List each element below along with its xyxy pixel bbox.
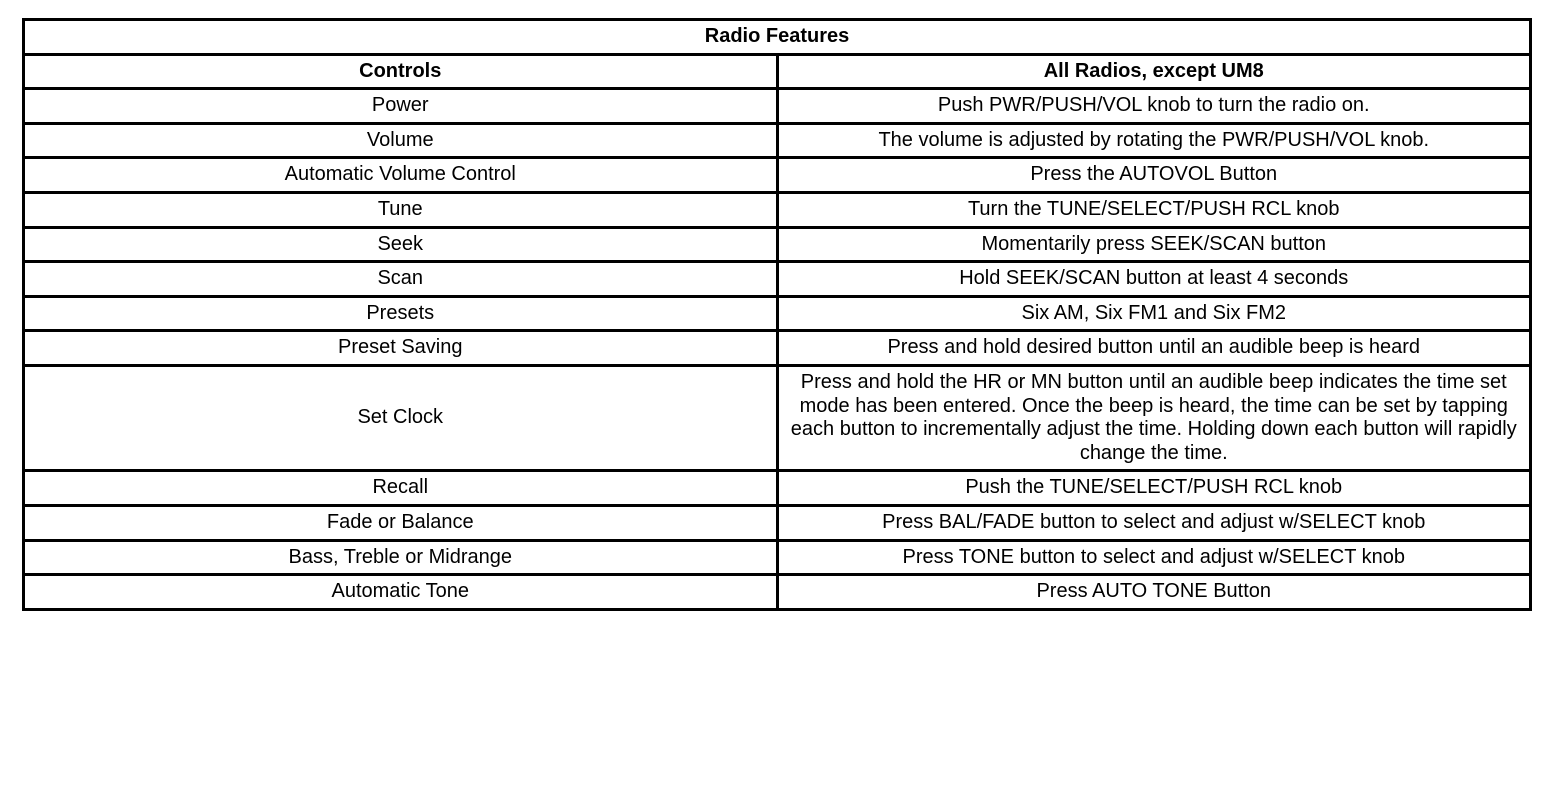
control-label: Tune bbox=[24, 192, 778, 227]
table-title-row bbox=[24, 20, 1531, 55]
control-description: Press the AUTOVOL Button bbox=[777, 158, 1531, 193]
table-row bbox=[24, 296, 1531, 331]
column-header-controls: Controls bbox=[24, 54, 778, 89]
control-label: Presets bbox=[24, 296, 778, 331]
control-description: Push PWR/PUSH/VOL knob to turn the radio on. bbox=[777, 89, 1531, 124]
control-label: Automatic Volume Control bbox=[24, 158, 778, 193]
table-row bbox=[24, 505, 1531, 540]
control-description: Six AM, Six FM1 and Six FM2 bbox=[777, 296, 1531, 331]
table-row bbox=[24, 158, 1531, 193]
control-label: Fade or Balance bbox=[24, 505, 778, 540]
table-row bbox=[24, 331, 1531, 366]
control-description: Press AUTO TONE Button bbox=[777, 575, 1531, 610]
table-row bbox=[24, 89, 1531, 124]
column-header-radios: All Radios, except UM8 bbox=[777, 54, 1531, 89]
table-row bbox=[24, 262, 1531, 297]
table-row bbox=[24, 471, 1531, 506]
control-label: Preset Saving bbox=[24, 331, 778, 366]
table-header-row bbox=[24, 54, 1531, 89]
control-label: Power bbox=[24, 89, 778, 124]
control-description: Push the TUNE/SELECT/PUSH RCL knob bbox=[777, 471, 1531, 506]
table-row bbox=[24, 123, 1531, 158]
table-row bbox=[24, 365, 1531, 470]
table-title: Radio Features bbox=[24, 20, 1531, 55]
control-description: The volume is adjusted by rotating the PWR/PUSH/VOL knob. bbox=[777, 123, 1531, 158]
control-label: Seek bbox=[24, 227, 778, 262]
radio-features-table bbox=[22, 18, 1532, 611]
table-row bbox=[24, 192, 1531, 227]
control-description: Press BAL/FADE button to select and adjust w/SELECT knob bbox=[777, 505, 1531, 540]
table-body bbox=[24, 20, 1531, 610]
control-label: Bass, Treble or Midrange bbox=[24, 540, 778, 575]
table-row bbox=[24, 575, 1531, 610]
control-label: Volume bbox=[24, 123, 778, 158]
control-description: Press TONE button to select and adjust w/SELECT knob bbox=[777, 540, 1531, 575]
control-description: Hold SEEK/SCAN button at least 4 seconds bbox=[777, 262, 1531, 297]
control-description: Momentarily press SEEK/SCAN button bbox=[777, 227, 1531, 262]
control-label: Scan bbox=[24, 262, 778, 297]
table-row bbox=[24, 227, 1531, 262]
control-description: Turn the TUNE/SELECT/PUSH RCL knob bbox=[777, 192, 1531, 227]
control-label: Recall bbox=[24, 471, 778, 506]
control-label: Automatic Tone bbox=[24, 575, 778, 610]
table-row bbox=[24, 540, 1531, 575]
control-label: Set Clock bbox=[24, 365, 778, 470]
control-description: Press and hold desired button until an audible beep is heard bbox=[777, 331, 1531, 366]
control-description: Press and hold the HR or MN button until an audible beep indicates the time set mode has been entered. Once the beep is heard, the time can be set by tapping each button to incrementally adjust the time. Holding down each button will rapidly change the time. bbox=[777, 365, 1531, 470]
